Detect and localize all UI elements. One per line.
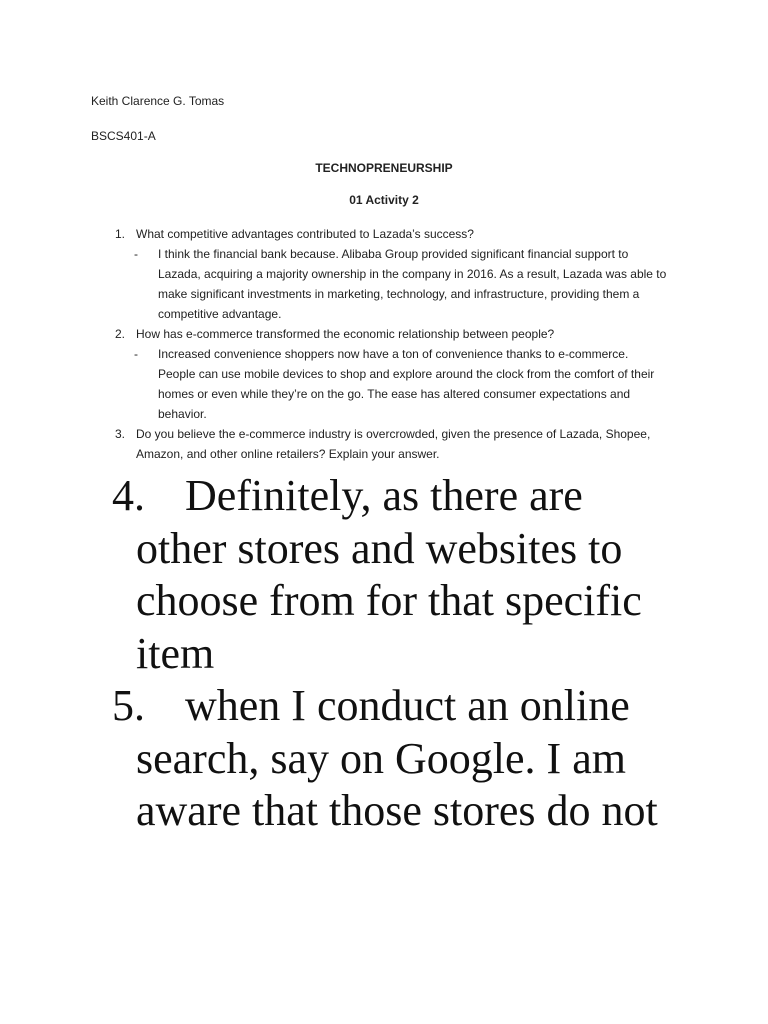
item-line: item: [136, 628, 215, 678]
item-line: when I conduct an online: [185, 681, 630, 730]
answer-text: I think the financial bank because. Alibaba Group provided significant financial support to Lazada, acquiring a majority ownership in the company in 2016. As a result, Lazada was able to make significant investments in marketing, technology, and infrastructure, providing them a competitive advantage.: [158, 247, 667, 321]
item-line: Definitely, as there are: [185, 471, 583, 520]
question-number: 3.: [115, 427, 126, 441]
question-number: 1.: [115, 227, 126, 241]
question-text: Do you believe the e-commerce industry is overcrowded, given the presence of Lazada, Shopee, Amazon, and other online retailers? Explain your answer.: [136, 427, 651, 461]
author-name: Keith Clarence G. Tomas: [91, 94, 225, 108]
question-text: What competitive advantages contributed to Lazada’s success?: [136, 227, 474, 241]
answer-text: Increased convenience shoppers now have a ton of convenience thanks to e-commerce. People can use mobile devices to shop and explore around the clock from the comfort of their homes or even while they’re on the go. The ease has altered consumer expectations and behavior.: [158, 347, 655, 421]
item-line: other stores and websites to: [136, 523, 623, 573]
document-title: TECHNOPRENEURSHIP: [315, 161, 453, 175]
class-section: BSCS401-A: [91, 129, 156, 143]
item-number: 4.: [112, 471, 145, 520]
item-line: search, say on Google. I am: [136, 733, 626, 783]
item-line: choose from for that specific: [136, 576, 642, 625]
answer-dash: -: [134, 247, 138, 261]
activity-label: 01 Activity 2: [349, 193, 419, 207]
item-line: aware that those stores do not: [136, 786, 658, 835]
question-text: How has e-commerce transformed the economic relationship between people?: [136, 327, 555, 341]
answer-dash: -: [134, 347, 138, 361]
question-number: 2.: [115, 327, 126, 341]
item-number: 5.: [112, 681, 145, 730]
